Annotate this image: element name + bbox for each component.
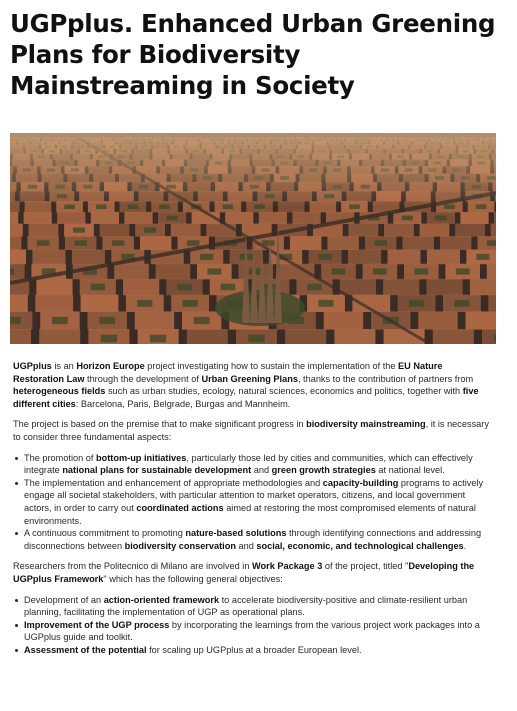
text: through identifying connections and addressing disconnections between — [24, 528, 482, 551]
list-item — [13, 477, 495, 527]
text: The implementation and enhancement of appropriate methodologies and — [24, 477, 323, 488]
work-package-paragraph — [13, 560, 495, 585]
text: The project is based on the premise that to make significant progress in — [13, 419, 307, 430]
emphasis: Improvement of the UGP process — [24, 619, 170, 630]
list-item — [13, 619, 495, 644]
text: through the development of — [84, 373, 202, 384]
emphasis: coordinated actions — [136, 502, 224, 513]
emphasis: nature-based solutions — [185, 528, 287, 539]
text: at national level. — [375, 465, 445, 476]
text: , particularly those led by cities and communities, which can effectively integrate — [24, 452, 473, 476]
text: " which has the following general objectives: — [103, 573, 283, 584]
law-name: EU Nature Restoration Law — [13, 361, 443, 384]
text: and — [251, 465, 272, 476]
text: A continuous commitment to promoting — [24, 528, 186, 539]
page-title — [10, 8, 510, 101]
list-item — [13, 594, 495, 619]
text: and — [235, 540, 257, 551]
list-item — [13, 452, 495, 477]
text: is an — [51, 361, 77, 371]
text: programs to actively engage all societal stakeholders, with particular attention to market operators, citizens, and local government actors, in order to carry out — [24, 477, 484, 513]
emphasis: bottom-up initiatives — [96, 452, 187, 463]
article-body — [13, 360, 495, 656]
plans-name: Urban Greening Plans — [201, 373, 298, 384]
page-title-line-2: Plans for Biodiversity — [10, 40, 301, 69]
list-item — [13, 644, 495, 657]
page-title-line-3: Mainstreaming in Society — [10, 71, 355, 100]
text: such as urban studies, ecology, natural sciences, economics and politics, together with — [105, 386, 463, 397]
cities-list: : Barcelona, Paris, Belgrade, Burgas and Mannheim. — [75, 398, 291, 409]
emphasis: action-oriented framework — [103, 594, 220, 605]
text: project investigating how to sustain the implementation of the — [144, 361, 399, 371]
emphasis: Developing the UGPplus Framework — [13, 561, 475, 584]
text: by incorporating the learnings from the various project work packages into a UGPplus guide and toolkit. — [24, 619, 480, 643]
emphasis: capacity-building — [322, 477, 399, 488]
text: , thanks to the contribution of partners from — [297, 373, 474, 384]
text: aimed at restoring the most compromised elements of natural environments. — [24, 502, 476, 526]
hero-image-aerial-city — [10, 133, 496, 344]
cities-emphasis: five different cities — [13, 386, 479, 409]
text: The promotion of — [24, 452, 97, 463]
aerial-city-illustration — [10, 133, 496, 344]
premise-paragraph — [13, 418, 495, 443]
text: Development of an — [24, 594, 104, 605]
emphasis: Work Package 3 — [252, 561, 323, 572]
text: . — [463, 540, 467, 551]
text: of the project, titled " — [322, 561, 409, 572]
emphasis: national plans for sustainable development — [62, 465, 252, 476]
text: to accelerate biodiversity-positive and climate-resilient urban planning, facilitating the implementation of UGP as operational plans. — [24, 594, 468, 618]
fields-emphasis: heterogeneous fields — [13, 386, 106, 397]
aspects-list — [13, 452, 495, 553]
list-item — [13, 527, 495, 552]
emphasis: social, economic, and technological challenges — [256, 540, 464, 551]
page-title-line-1: UGPplus. Enhanced Urban Greening — [10, 9, 496, 38]
text: Researchers from the Politecnico di Milano are involved in — [13, 561, 252, 572]
text: , it is necessary to consider three fundamental aspects: — [13, 419, 489, 442]
program-name: Horizon Europe — [76, 361, 145, 371]
emphasis: Assessment of the potential — [24, 644, 147, 655]
objectives-list — [13, 594, 495, 657]
emphasis: biodiversity mainstreaming — [306, 419, 426, 430]
emphasis: biodiversity conservation — [124, 540, 236, 551]
text: for scaling up UGPplus at a broader European level. — [146, 644, 362, 655]
emphasis: green growth strategies — [271, 465, 376, 476]
intro-paragraph — [13, 360, 495, 410]
project-name: UGPplus — [13, 361, 52, 371]
